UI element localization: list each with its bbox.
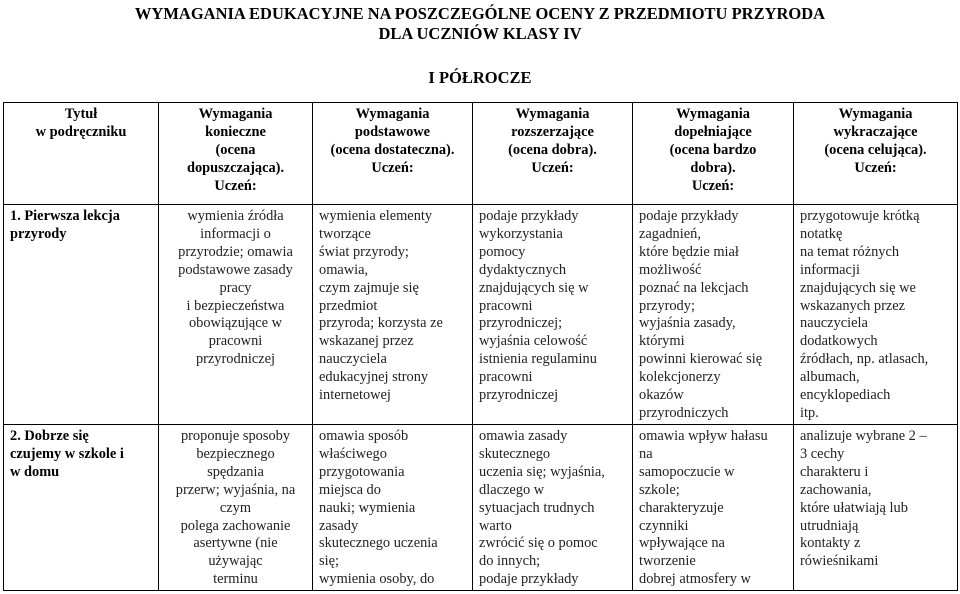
- cell-line: Uczeń:: [691, 177, 735, 194]
- cell-line: wpływające na: [639, 535, 725, 552]
- cell-line: czynniki: [639, 517, 689, 534]
- cell-line: tworzące: [319, 225, 371, 242]
- cell-line: informacji: [800, 261, 860, 278]
- cell-line: (ocena: [215, 141, 256, 158]
- cell-line: dobrej atmosfery w: [639, 571, 751, 588]
- extended-cell: [473, 205, 633, 425]
- cell-line: pracy: [219, 279, 252, 296]
- cell-line: zwrócić się o pomoc: [479, 535, 598, 552]
- cell-line: przedmiot: [319, 297, 378, 314]
- header-cell-basic: [313, 103, 473, 205]
- cell-line: rozszerzające: [511, 123, 594, 140]
- cell-line: podaje przykłady: [479, 571, 579, 588]
- cell-line: albumach,: [800, 369, 860, 386]
- cell-line: Tytuł: [64, 106, 98, 122]
- cell-line: kolekcjonerzy: [639, 369, 721, 386]
- header-cell-title: [4, 103, 159, 205]
- cell-line: podstawowe: [354, 123, 431, 140]
- cell-line: obowiązujące w: [188, 315, 283, 332]
- cell-line: pracowni: [208, 333, 263, 350]
- cell-line: (ocena dobra).: [508, 141, 597, 158]
- cell-line: omawia zasady: [479, 428, 568, 444]
- cell-line: utrudniają: [800, 517, 859, 534]
- cell-line: Wymagania: [838, 106, 913, 122]
- cell-line: 1. Pierwsza lekcja: [10, 208, 120, 224]
- cell-line: skutecznego: [479, 445, 551, 462]
- cell-line: konieczne: [205, 123, 266, 140]
- cell-line: wykraczające: [833, 123, 918, 140]
- cell-line: Wymagania: [676, 106, 750, 122]
- extended-cell: [473, 425, 633, 591]
- cell-line: szkole;: [639, 481, 680, 498]
- cell-line: 2. Dobrze się: [10, 428, 89, 444]
- cell-line: wyjaśnia zasady,: [639, 315, 736, 332]
- cell-line: (ocena dostateczna).: [330, 141, 455, 158]
- cell-line: charakteryzuje: [639, 499, 724, 516]
- cell-line: asertywne (nie: [193, 535, 278, 552]
- cell-line: terminu: [213, 571, 258, 588]
- cell-line: znajdujących się we: [800, 279, 916, 296]
- cell-line: i bezpieczeństwa: [186, 297, 285, 314]
- cell-line: wskazanych przez: [800, 297, 906, 314]
- required-cell: [159, 205, 313, 425]
- cell-line: którymi: [639, 333, 685, 350]
- cell-line: zagadnień,: [639, 225, 701, 242]
- cell-line: powinni kierować się: [639, 351, 763, 368]
- cell-line: 3 cechy: [800, 445, 845, 462]
- header-cell-extended: [473, 103, 633, 205]
- cell-line: w podręczniku: [35, 123, 127, 140]
- cell-line: które będzie miał: [639, 243, 739, 260]
- cell-line: dopuszczająca).: [186, 159, 285, 176]
- cell-line: nauczyciela: [319, 351, 387, 368]
- cell-line: polega zachowanie: [180, 517, 291, 534]
- cell-line: możliwość: [639, 261, 702, 278]
- cell-line: analizuje wybrane 2 –: [800, 428, 927, 444]
- cell-line: pracowni: [479, 369, 533, 386]
- cell-line: charakteru i: [800, 463, 869, 480]
- table-row: [4, 205, 958, 425]
- exceeding-cell: [794, 425, 958, 591]
- cell-line: rówieśnikami: [800, 553, 879, 570]
- cell-line: Uczeń:: [371, 159, 414, 176]
- cell-line: przygotowuje krótką: [800, 208, 920, 224]
- requirements-table: [3, 102, 958, 591]
- cell-line: wymienia osoby, do: [319, 571, 435, 588]
- cell-line: przyrodniczej: [195, 351, 276, 368]
- cell-line: świat przyrody;: [319, 243, 409, 260]
- cell-line: nauki; wymienia: [319, 499, 416, 516]
- cell-line: pracowni: [479, 297, 533, 314]
- cell-line: Uczeń:: [214, 177, 257, 194]
- cell-line: przyrodniczych: [639, 404, 729, 421]
- cell-line: miejsca do: [319, 481, 381, 498]
- cell-line: bezpiecznego: [196, 445, 275, 462]
- exceeding-cell: [794, 205, 958, 425]
- cell-line: edukacyjnej strony: [319, 369, 429, 386]
- cell-line: tworzenie: [639, 553, 696, 570]
- row-title-cell: [4, 425, 159, 591]
- cell-line: przyrody: [10, 225, 67, 242]
- cell-line: do innych;: [479, 553, 541, 570]
- cell-line: warto: [479, 517, 512, 534]
- document-title: WYMAGANIA EDUKACYJNE NA POSZCZEGÓLNE OCENY Z PRZEDMIOTU PRZYRODA: [134, 4, 826, 23]
- cell-line: Uczeń:: [531, 159, 574, 176]
- cell-line: podstawowe zasady: [178, 261, 293, 278]
- cell-line: Wymagania: [198, 106, 273, 122]
- cell-line: wykorzystania: [479, 225, 563, 242]
- cell-line: encyklopediach: [800, 387, 891, 404]
- cell-line: przygotowania: [319, 463, 405, 480]
- document-subtitle-class: DLA UCZNIÓW KLASY IV: [378, 24, 582, 43]
- cell-line: itp.: [800, 404, 819, 421]
- cell-line: pomocy: [479, 243, 526, 260]
- cell-line: skutecznego uczenia: [319, 535, 438, 552]
- cell-line: dobra).: [690, 159, 736, 176]
- cell-line: (ocena celująca).: [824, 141, 927, 158]
- cell-line: internetowej: [319, 387, 391, 404]
- basic-cell: [313, 205, 473, 425]
- cell-line: znajdujących się w: [479, 279, 589, 296]
- header-cell-exceeding: [794, 103, 958, 205]
- header-cell-required: [159, 103, 313, 205]
- cell-line: czujemy w szkole i: [10, 445, 124, 462]
- cell-line: podaje przykłady: [479, 208, 579, 224]
- cell-line: przyrodniczej;: [479, 315, 563, 332]
- cell-line: wymienia źródła: [187, 208, 284, 224]
- cell-line: notatkę: [800, 225, 843, 242]
- table-header-row: [4, 103, 958, 205]
- required-cell: [159, 425, 313, 591]
- cell-line: podaje przykłady: [639, 208, 739, 224]
- table-row: [4, 425, 958, 591]
- cell-line: (ocena bardzo: [669, 141, 757, 158]
- cell-line: nauczyciela: [800, 315, 868, 332]
- cell-line: dodatkowych: [800, 333, 878, 350]
- cell-line: zasady: [319, 517, 359, 534]
- cell-line: dopełniające: [674, 123, 752, 140]
- cell-line: omawia sposób: [319, 428, 409, 444]
- cell-line: w domu: [10, 463, 60, 480]
- cell-line: uczenia się; wyjaśnia,: [479, 463, 605, 480]
- cell-line: omawia wpływ hałasu: [639, 428, 768, 444]
- cell-line: kontakty z: [800, 535, 861, 552]
- cell-line: dlaczego w: [479, 481, 545, 498]
- basic-cell: [313, 425, 473, 591]
- cell-line: właściwego: [319, 445, 387, 462]
- cell-line: informacji o: [200, 225, 271, 242]
- cell-line: czym: [219, 499, 252, 516]
- cell-line: przyrodniczej: [479, 387, 559, 404]
- complementary-cell: [633, 425, 794, 591]
- complementary-cell: [633, 205, 794, 425]
- cell-line: spędzania: [207, 463, 264, 480]
- cell-line: wyjaśnia celowość: [479, 333, 588, 350]
- cell-line: które ułatwiają lub: [800, 499, 908, 516]
- cell-line: czym zajmuje się: [319, 279, 419, 296]
- cell-line: dydaktycznych: [479, 261, 567, 278]
- cell-line: na: [639, 445, 653, 462]
- cell-line: Uczeń:: [854, 159, 897, 176]
- document-subtitle-semester: I PÓŁROCZE: [428, 68, 532, 87]
- cell-line: się;: [319, 553, 339, 570]
- cell-line: przyrodzie; omawia: [178, 243, 293, 260]
- cell-line: istnienia regulaminu: [479, 351, 597, 368]
- cell-line: przyrody;: [639, 297, 695, 314]
- cell-line: źródłach, np. atlasach,: [800, 351, 929, 368]
- cell-line: samopoczucie w: [639, 463, 735, 480]
- cell-line: wymienia elementy: [319, 208, 433, 224]
- cell-line: Wymagania: [355, 106, 430, 122]
- cell-line: okazów: [639, 387, 684, 404]
- cell-line: poznać na lekcjach: [639, 279, 749, 296]
- cell-line: proponuje sposoby: [180, 428, 291, 444]
- cell-line: sytuacjach trudnych: [479, 499, 595, 516]
- cell-line: przerw; wyjaśnia, na: [175, 481, 296, 498]
- cell-line: zachowania,: [800, 481, 872, 498]
- cell-line: przyroda; korzysta ze: [319, 315, 443, 332]
- cell-line: używając: [208, 553, 263, 570]
- cell-line: omawia,: [319, 261, 369, 278]
- cell-line: na temat różnych: [800, 243, 900, 260]
- header-cell-complementary: [633, 103, 794, 205]
- cell-line: Wymagania: [515, 106, 590, 122]
- cell-line: wskazanej przez: [319, 333, 414, 350]
- row-title-cell: [4, 205, 159, 425]
